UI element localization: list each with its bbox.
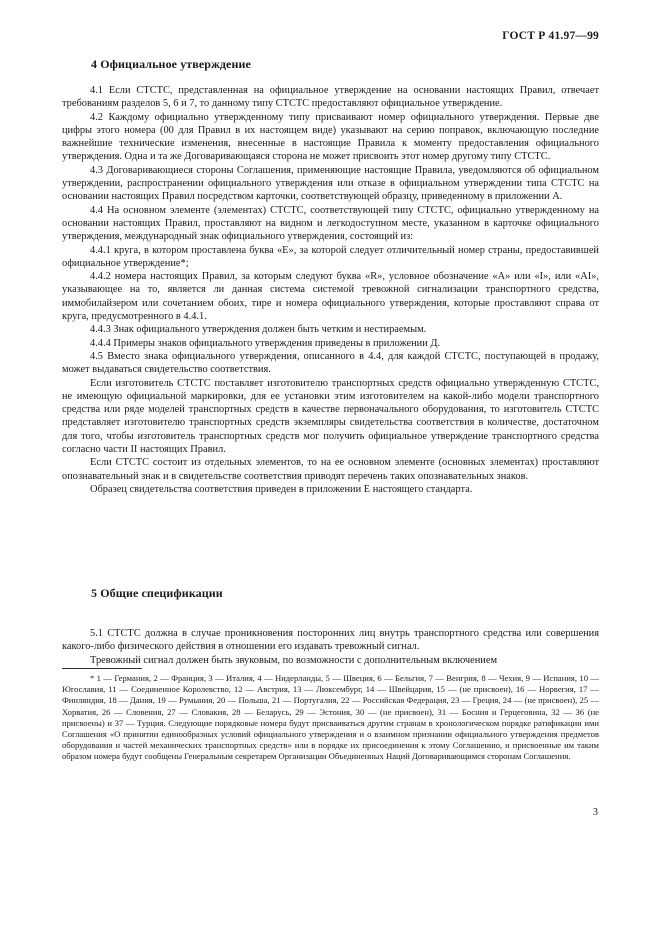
section-5-body xyxy=(62,627,599,667)
section-4-body xyxy=(62,84,599,496)
paragraph-5-1: 5.1 СТСТС должна в случае проникновения посторонних лиц внутрь транспортного средства или совершения какого-либо физического действия в отношении его издавать тревожный сигнал. xyxy=(62,628,599,653)
paragraph-4-5-sample: Образец свидетельства соответствия приведен в приложении Е настоящего стандарта. xyxy=(90,483,473,495)
footnote xyxy=(62,673,599,763)
paragraph-4-1: 4.1 Если СТСТС, представленная на официальное утверждение на основании настоящих Правил, отвечает требованиям разделов 5, 6 и 7, то данному типу СТСТС предоставляют официальное утверждение. xyxy=(62,85,599,110)
paragraph-4-4: 4.4 На основном элементе (элементах) СТСТС, соответствующей типу СТСТС, официально утвержденному на основании настоящих Правил, проставляют на видном и легкодоступном месте, указанном в карточке официального утверждения, международный знак официального утверждения, состоящий из: xyxy=(62,204,599,243)
paragraph-4-5-elements: Если СТСТС состоит из отдельных элементов, то на ее основном элементе (основных элементах) проставляют опознавательный знак и в свидетельстве соответствия приводят перечень таких опознавательных знаков. xyxy=(62,457,599,482)
page-number: 3 xyxy=(592,807,598,818)
document-code: ГОСТ Р 41.97—99 xyxy=(502,30,599,42)
section-5-title: 5 Общие спецификации xyxy=(91,586,223,600)
paragraph-4-4-2: 4.4.2 номера настоящих Правил, за которым следуют буква «R», условное обозначение «А» или «I», или «AI», указывающее на то, является ли данная система системой тревожной сигнализации транспортного средства, иммобилайзером или сочетанием обоих, тире и номера официального утверждения, которые проставляют справа от круга, предусмотренного в 4.4.1. xyxy=(62,271,599,323)
footnote-text: * 1 — Германия, 2 — Франция, 3 — Италия, 4 — Нидерланды, 5 — Швеция, 6 — Бельгия, 7 — Венгрия, 8 — Чехия, 9 — Испания, 10 — Югославия, 11 — Соединенное Королевство, 12 — Австрия, 13 — Люксембург, 14 — Швейцария, 15 — (не присвоен), 16 — Норвегия, 17 — Финляндия, 18 — Дания, 19 — Румыния, 20 — Польша, 21 — Португалия, 22 — Российская Федерация, 23 — Греция, 24 — (не присвоен), 25 — Хорватия, 26 — Словения, 27 — Словакия, 28 — Беларусь, 29 — Эстония, 30 — (не присвоен), 31 — Босния и Герцеговина, 32 — 36 (не присвоены) и 37 — Турция. Следующие порядковые номера будут присваиваться другим странам в хронологическом порядке ратификации ими Соглашения «О принятии единообразных условий официального утверждения и о взаимном признании официального утверждения предметов оборудования и частей механических транспортных средств» или в порядке их присоединения к этому Соглашению, и присвоенные им таким образом номера будут сообщены Генеральным секретарем Организации Объединенных Наций Договаривающимся сторонам Соглашения. xyxy=(62,673,599,762)
section-4-title: 4 Официальное утверждение xyxy=(91,57,251,71)
paragraph-4-2: 4.2 Каждому официально утвержденному типу присваивают номер официального утверждения. Первые две цифры этого номера (00 для Правил в их настоящем виде) указывают на серию поправок, включающую последние важнейшие технические изменения, внесенные в настоящие Правила к моменту предоставления официального утверждения. Одна и та же Договаривающаяся сторона не может присвоить этот номер другому типу СТСТС. xyxy=(62,111,599,163)
paragraph-4-3: 4.3 Договаривающиеся стороны Соглашения, применяющие настоящие Правила, уведомляются об официальном утверждении, распространении официального утверждения или отказе в официальном утверждении типа СТСТС на основании настоящих Правил посредством карточки, соответствующей образцу, приведенному в приложении А. xyxy=(62,164,599,203)
paragraph-4-5: 4.5 Вместо знака официального утверждения, описанного в 4.4, для каждой СТСТС, поступающей в продажу, может выдаваться свидетельство соответствия. xyxy=(62,350,599,376)
paragraph-4-4-1: 4.4.1 круга, в котором проставлена буква «Е», за которой следует отличительный номер страны, предоставившей официальное утверждение*; xyxy=(62,244,599,269)
paragraph-5-1-alarm: Тревожный сигнал должен быть звуковым, по возможности с дополнительным включением xyxy=(90,654,498,666)
paragraph-4-4-3: 4.4.3 Знак официального утверждения должен быть четким и нестираемым. xyxy=(90,324,427,336)
paragraph-4-4-4: 4.4.4 Примеры знаков официального утверждения приведены в приложении Д. xyxy=(90,337,441,349)
paragraph-4-5-manufacturer: Если изготовитель СТСТС поставляет изготовителю транспортных средств официально утвержденную СТСТС, не имеющую официальной маркировки, для ее установки этим изготовителем на какой-либо модели транспортного средства или ряде моделей транспортных средств в качестве первоначального оборудования, то изготовитель СТСТС представляет изготовителю транспортных средств экземпляры свидетельства соответствия в количестве, достаточном для того, чтобы изготовитель транспортных средств мог получить официальное утверждение транспортного средства согласно части II настоящих Правил. xyxy=(62,377,599,456)
footnote-divider xyxy=(62,668,142,669)
